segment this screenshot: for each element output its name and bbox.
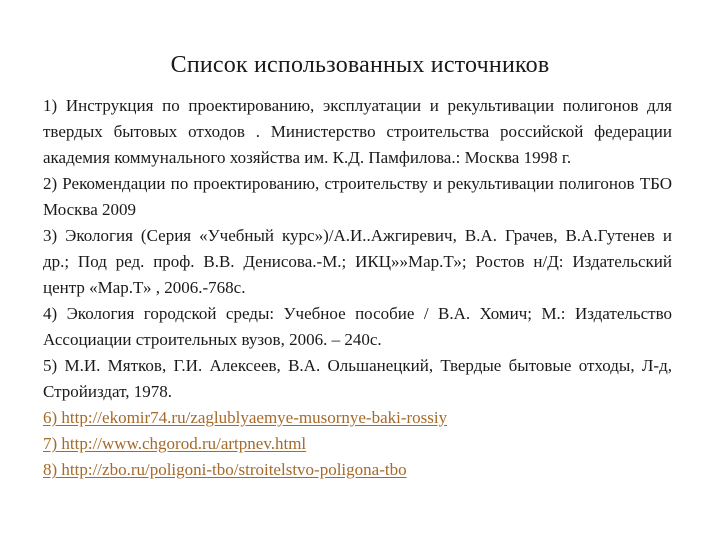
source-link-6[interactable]: 6) http://ekomir74.ru/zaglublyaemye-musornye-baki-rossiy [43,408,448,427]
slide-title: Список использованных источников [170,52,550,78]
source-link-8[interactable]: 8) http://zbo.ru/poligoni-tbo/stroitelstvo-poligona-tbo [43,460,407,479]
source-item-2: 2) Рекомендации по проектированию, строительству и рекультивации полигонов ТБО Москва 2009 [43,174,672,219]
source-item-3: 3) Экология (Серия «Учебный курс»)/А.И..Ажгиревич, В.А. Грачев, В.А.Гутенев и др.; Под ред. проф. В.В. Денисова.-М.; ИКЦ»»Мар.Т»; Ростов н/Д: Издательский центр «Мар.Т» , 2006.-768с. [43,226,672,297]
source-link-7[interactable]: 7) http://www.chgorod.ru/artpnev.html [43,434,307,453]
source-list [43,93,672,483]
source-item-1: 1) Инструкция по проектированию, эксплуатации и рекультивации полигонов для твердых бытовых отходов . Министерство строительства российской федерации академия коммунального хозяйства им. К.Д. Памфилова.: Москва 1998 г. [43,96,672,167]
source-item-4: 4) Экология городской среды: Учебное пособие / В.А. Хомич; М.: Издательство Ассоциации строительных вузов, 2006. – 240с. [43,304,672,349]
source-item-5: 5) М.И. Мятков, Г.И. Алексеев, В.А. Ольшанецкий, Твердые бытовые отходы, Л-д, Стройиздат, 1978. [43,356,672,401]
